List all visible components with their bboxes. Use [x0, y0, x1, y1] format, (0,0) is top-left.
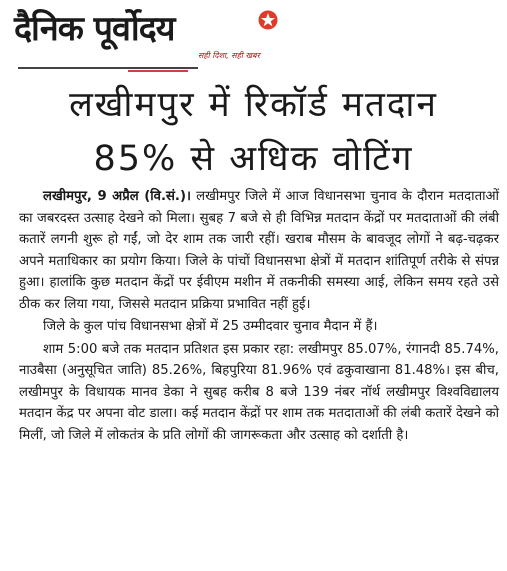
tagline: सही दिशा, सही खबर — [198, 51, 260, 60]
paragraph-1-text: लखीमपुर जिले में आज विधानसभा चुनाव के दौरान मतदाताओं का जबरदस्त उत्साह देखने को मिला। सुबह 7 बजे से ही विभिन्न मतदान केंद्रों पर मतदाताओं की लंबी कतारें लगनी शुरू हो गईं, जो देर शाम तक जारी रहीं। खराब मौसम के बावजूद लोगों ने बढ़-चढ़कर अपने मताधिकार का प्रयोग किया। जिले के पांचों विधानसभा क्षेत्रों में मतदान शांतिपूर्ण तरीके से संपन्न हुआ। हालांकि कुछ मतदान केंद्रों पर ईवीएम मशीन में तकनीकी समस्या आई, लेकिन समय रहते उसे ठीक कर लिया गया, जिससे मतदान प्रक्रिया प्रभावित नहीं हुई। — [19, 189, 499, 312]
star-icon — [258, 10, 278, 30]
headline-line-2: 85% से अधिक वोटिंग — [93, 139, 414, 179]
dateline: लखीमपुर, 9 अप्रैल (वि.सं.)। — [43, 189, 191, 204]
headline-line-1: लखीमपुर में रिकॉर्ड मतदान — [69, 85, 438, 125]
article-paragraph-3: शाम 5:00 बजे तक मतदान प्रतिशत इस प्रकार रहा: लखीमपुर 85.07%, रंगानदी 85.74%, नाउबैसा (अनुसूचित जाति) 85.26%, बिहपुरिया 81.96% एवं ढकुवाखाना 81.48%। इस बीच, लखीमपुर के विधायक मानव डेका ने सुबह करीब 8 बजे 139 नंबर नॉर्थ लखीमपुर विश्वविद्यालय मतदान केंद्र पर अपना वोट डाला। कई मतदान केंद्रों पर शाम तक मतदाताओं की लंबी कतारें देखने को मिलीं, जो जिले में लोकतंत्र के प्रति लोगों की जागरूकता और उत्साह को दर्शाती है। — [19, 341, 499, 443]
masthead-rule — [18, 64, 198, 74]
masthead — [8, 4, 308, 76]
article-paragraph-2: जिले के कुल पांच विधानसभा क्षेत्रों में 25 उम्मीदवार चुनाव मैदान में हैं। — [43, 319, 378, 334]
article-body — [19, 186, 499, 446]
newspaper-name: दैनिक पूर्वोदय — [14, 9, 175, 49]
article-paragraph-1 — [19, 186, 499, 315]
